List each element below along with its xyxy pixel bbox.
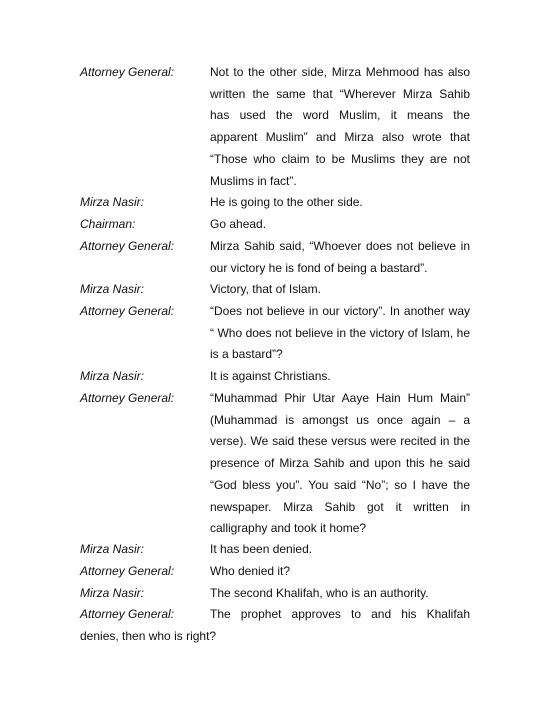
speaker-label: Mirza Nasir: (80, 282, 145, 296)
transcript-entry (80, 236, 470, 279)
speech-text: The prophet approves to and his Khalifah denies, then who is right? (80, 607, 470, 643)
transcript-entry (80, 62, 470, 192)
speaker-label: Attorney General: (80, 564, 175, 578)
speech-text: The second Khalifah, who is an authority. (210, 586, 429, 600)
speaker-label: Attorney General: (80, 304, 175, 318)
transcript-entry (80, 214, 470, 236)
speaker-label: Attorney General: (80, 65, 175, 79)
transcript-entry (80, 604, 470, 647)
speech-text: Not to the other side, Mirza Mehmood has also written the same that “Wherever Mirza Sahib has used the word Muslim, it means the apparent Muslim” and Mirza also wrote that “Those who claim to be Muslims they are not Muslims in fact”. (210, 65, 470, 188)
transcript-entry (80, 583, 470, 605)
transcript-entry (80, 192, 470, 214)
speech-text: It has been denied. (210, 542, 313, 556)
speaker-label: Attorney General: (80, 607, 175, 621)
transcript-entry (80, 388, 470, 540)
transcript-entry (80, 539, 470, 561)
speech-text: It is against Christians. (210, 369, 331, 383)
speech-text: Victory, that of Islam. (210, 282, 321, 296)
speaker-label: Mirza Nasir: (80, 369, 145, 383)
transcript-entry (80, 301, 470, 366)
speech-text: Who denied it? (210, 564, 291, 578)
transcript-entry (80, 279, 470, 301)
speaker-label: Mirza Nasir: (80, 586, 145, 600)
speaker-label: Attorney General: (80, 239, 175, 253)
speech-text: “Does not believe in our victory”. In another way “ Who does not believe in the victory of Islam, he is a bastard”? (210, 304, 470, 362)
speaker-label: Mirza Nasir: (80, 542, 145, 556)
speech-text: Go ahead. (210, 217, 267, 231)
speaker-label: Attorney General: (80, 391, 175, 405)
speaker-label: Chairman: (80, 217, 136, 231)
speech-text: He is going to the other side. (210, 195, 363, 209)
speaker-label: Mirza Nasir: (80, 195, 145, 209)
speech-text: “Muhammad Phir Utar Aaye Hain Hum Main” (Muhammad is amongst us once again – a verse). We said these versus were recited in the presence of Mirza Sahib and upon this he said “God bless you”. You said “No”; so I have the newspaper. Mirza Sahib got it written in calligraphy and took it home? (210, 391, 470, 536)
transcript-entry (80, 366, 470, 388)
speech-text: Mirza Sahib said, “Whoever does not believe in our victory he is fond of being a bastard”. (210, 239, 470, 275)
transcript-entry (80, 561, 470, 583)
